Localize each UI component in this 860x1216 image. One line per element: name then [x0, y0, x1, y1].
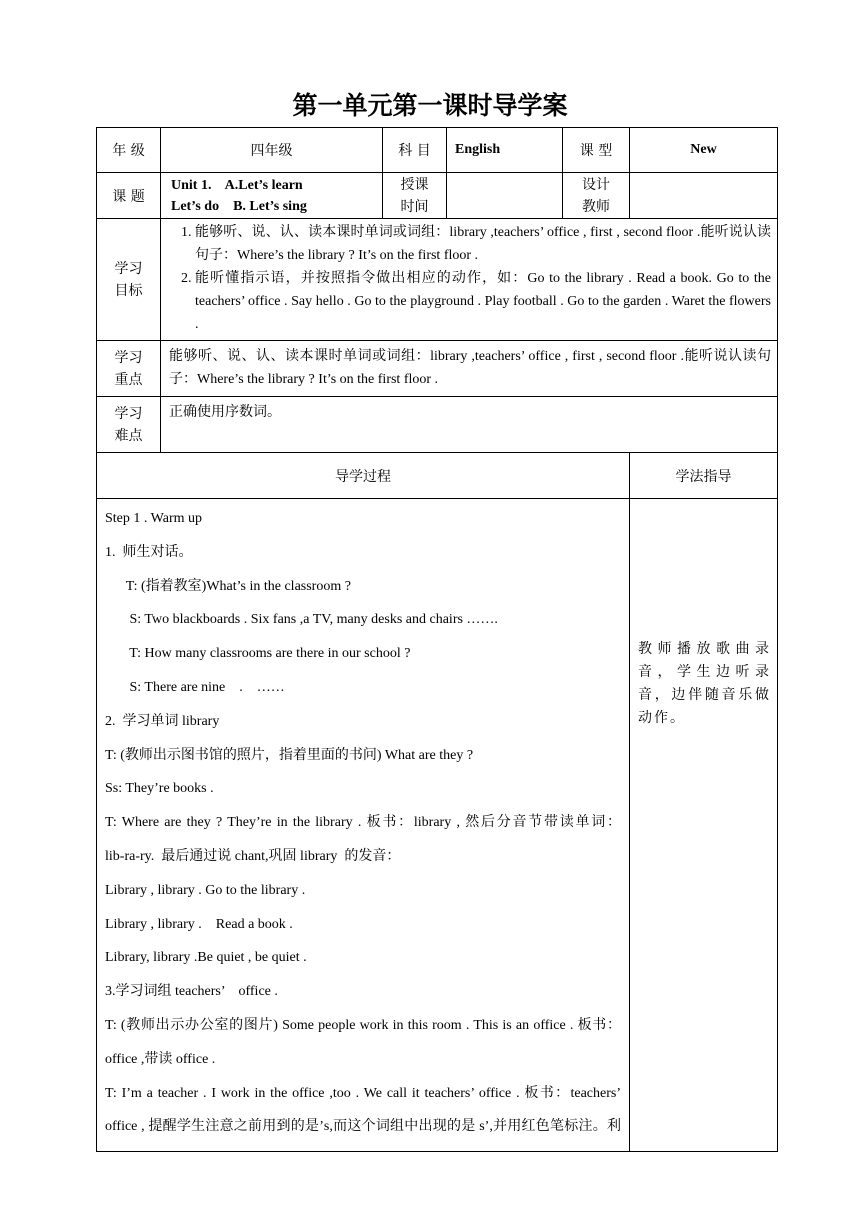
- process-line: 1. 师生对话。: [105, 544, 193, 560]
- lesson-plan-table: [96, 127, 778, 1152]
- subject-label: 科 目: [383, 128, 447, 173]
- difficulties-text: 正确使用序数词。: [161, 397, 778, 453]
- designer-label: 设计教师: [563, 173, 630, 219]
- process-line: T: Where are they ? They’re in the library . 板书：library , 然后分音节带读单词：: [105, 815, 621, 831]
- process-line: Ss: They’re books .: [105, 781, 214, 797]
- objectives-content: [161, 219, 778, 341]
- section-header-row: [97, 453, 778, 499]
- key-points-row: [97, 341, 778, 397]
- process-header: 导学过程: [97, 453, 630, 499]
- objective-item-2: 2. 能听懂指示语，并按照指令做出相应的动作，如：Go to the library . Read a book. Go to the teachers’ office . Say hello . Go to the playground . Play football . Go to the garden . Waret the flowers .: [195, 267, 771, 336]
- process-line: T: (教师出示图书馆的照片，指着里面的书问) What are they ?: [105, 747, 474, 763]
- process-line: Library , library . Go to the library .: [105, 882, 306, 898]
- difficulties-row: [97, 397, 778, 453]
- teaching-time-value: [447, 173, 563, 219]
- process-line: Step 1 . Warm up: [105, 511, 202, 526]
- topic-line-1: Unit 1. A.Let’s learn: [171, 177, 303, 193]
- designer-value: [630, 173, 778, 219]
- key-points-text: 能够听、说、认、读本课时单词或词组：library ,teachers’ office , first , second floor .能听说认读句子：Where’s the library ? It’s on the first floor .: [161, 341, 778, 397]
- process-line: 3.学习词组 teachers’ office .: [105, 984, 278, 1000]
- guidance-header: 学法指导: [630, 453, 778, 499]
- process-line: 2. 学习单词 library: [105, 713, 220, 729]
- subject-value: English: [447, 128, 563, 173]
- lesson-type-value: New: [630, 128, 778, 173]
- process-line: S: Two blackboards . Six fans ,a TV, many desks and chairs …….: [105, 612, 498, 628]
- topic-line-2: Let’s do B. Let’s sing: [171, 198, 307, 214]
- process-line: office ,带读 office .: [105, 1051, 216, 1067]
- process-content: [97, 499, 630, 1152]
- topic-value: [161, 173, 383, 219]
- page-title: 第一单元第一课时导学案: [292, 91, 568, 120]
- guidance-content: 教师播放歌曲录音，学生边听录音，边伴随音乐做动作。: [630, 499, 778, 1152]
- process-line: Library, library .Be quiet , be quiet .: [105, 950, 307, 966]
- topic-row: [97, 173, 778, 219]
- objectives-list: [169, 221, 771, 336]
- grade-label: 年 级: [97, 128, 161, 173]
- process-line: T: (指着教室)What’s in the classroom ?: [105, 578, 351, 594]
- objective-item-1: 1. 能够听、说、认、读本课时单词或词组：library ,teachers’ office , first , second floor .能听说认读句子：Where’s the library ? It’s on the first floor .: [195, 221, 771, 267]
- teaching-time-label: 授课时间: [383, 173, 447, 219]
- process-line: T: How many classrooms are there in our school ?: [105, 646, 411, 662]
- process-line: T: (教师出示办公室的图片) Some people work in this room . This is an office . 板书：: [105, 1017, 621, 1033]
- process-line: Library , library . Read a book .: [105, 916, 293, 932]
- objectives-label: 学习目标: [97, 219, 161, 341]
- grade-row: [97, 128, 778, 173]
- objectives-row: [97, 219, 778, 341]
- process-line: office , 提醒学生注意之前用到的是’s,而这个词组中出现的是 s’,并用红色笔标注。利: [105, 1119, 621, 1135]
- grade-value: 四年级: [161, 128, 383, 173]
- key-points-label: 学习重点: [97, 341, 161, 397]
- lesson-type-label: 课 型: [563, 128, 630, 173]
- process-line: S: There are nine . ……: [105, 679, 285, 695]
- process-row: [97, 499, 778, 1152]
- difficulties-label: 学习难点: [97, 397, 161, 453]
- topic-label: 课 题: [97, 173, 161, 219]
- process-line: T: I’m a teacher . I work in the office ,too . We call it teachers’ office . 板书：teachers’: [105, 1085, 621, 1101]
- process-line: lib-ra-ry. 最后通过说 chant,巩固 library 的发音：: [105, 848, 401, 864]
